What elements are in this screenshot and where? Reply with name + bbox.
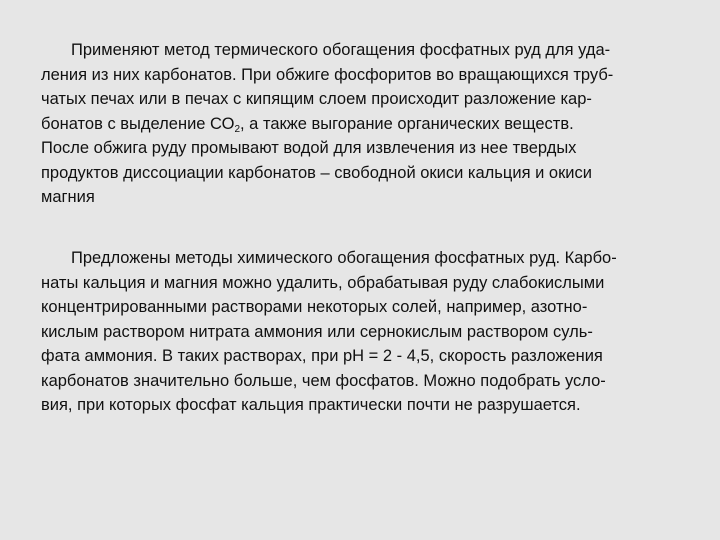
text-line: После обжига руду промывают водой для извлечения из нее твердых [41, 139, 577, 157]
text-line: концентрированными растворами некоторых солей, например, азотно- [41, 298, 588, 316]
text-line: ления из них карбонатов. При обжиге фосфоритов во вращающихся труб- [41, 65, 614, 84]
text-line: вия, при которых фосфат кальция практически почти не разрушается. [41, 396, 581, 414]
text-line [41, 112, 691, 137]
text-fragment: бонатов с выделение СО [41, 114, 235, 133]
text-line: продуктов диссоциации карбонатов – свободной окиси кальция и окиси [41, 163, 592, 182]
text-line: Применяют метод термического обогащения фосфатных руд для уда- [71, 41, 611, 59]
subscript-2: 2 [234, 123, 241, 135]
text-line: карбонатов значительно больше, чем фосфатов. Можно подобрать усло- [41, 371, 606, 390]
paragraph-chemical-enrichment [41, 246, 691, 418]
text-fragment: , а также выгорание органических веществ. [240, 114, 574, 133]
text-line: магния [41, 188, 95, 206]
text-line: Предложены методы химического обогащения фосфатных руд. Карбо- [71, 249, 617, 267]
text-line: кислым раствором нитрата аммония или сернокислым раствором суль- [41, 322, 593, 341]
paragraph-thermal-enrichment [41, 38, 691, 210]
text-line: чатых печах или в печах с кипящим слоем происходит разложение кар- [41, 90, 592, 108]
text-line: фата аммония. В таких растворах, при рН = 2 - 4,5, скорость разложения [41, 347, 603, 365]
text-line: наты кальция и магния можно удалить, обрабатывая руду слабокислыми [41, 273, 605, 292]
